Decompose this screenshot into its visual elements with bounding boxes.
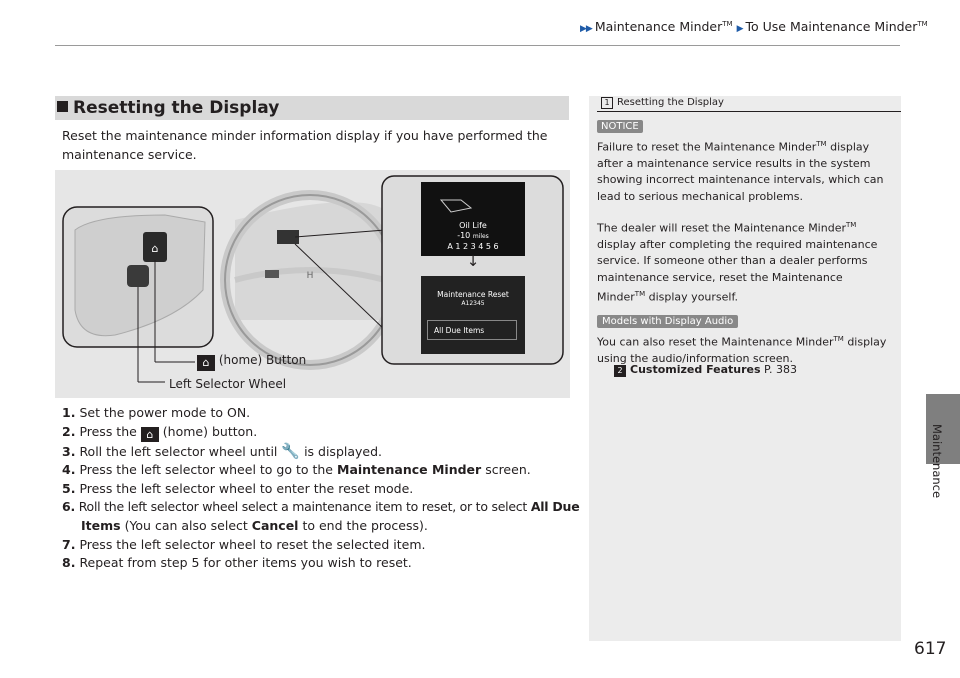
cross-reference[interactable]: 2 Customized Features P. 383	[614, 362, 797, 378]
svg-text:H: H	[306, 271, 314, 281]
breadcrumb-arrow-icon: ▶	[736, 24, 743, 34]
breadcrumb-item[interactable]: Maintenance Minder	[594, 19, 723, 34]
trademark: TM	[722, 19, 733, 28]
intro-text: Reset the maintenance minder information display if you have performed the maintenance service.	[62, 128, 548, 162]
note-panel-rule	[597, 111, 901, 112]
dealer-text: The dealer will reset the Maintenance Minder™ display after completing the required maintenance service. If someone other than a dealer performs maintenance service, reset the Maintenance Minder™ display yourself.	[597, 221, 878, 304]
home-button-caption: ⌂ (home) Button	[197, 353, 306, 371]
home-icon: ⌂	[141, 427, 159, 442]
page-number: 617	[914, 639, 947, 659]
left-selector-caption: Left Selector Wheel	[169, 377, 287, 391]
step-item: 1. Set the power mode to ON.	[62, 405, 251, 420]
step-item-continued: Items (You can also select Cancel to end the process).	[81, 517, 428, 533]
audio-text: You can also reset the Maintenance Minder™ display using the audio/information screen.	[597, 335, 887, 366]
breadcrumb-item[interactable]: To Use Maintenance Minder	[745, 19, 918, 34]
notice-badge: NOTICE	[597, 120, 643, 133]
maintenance-reset-display	[421, 290, 525, 308]
svg-text:↓: ↓	[466, 252, 480, 270]
oil-life-label: Oil Life	[459, 221, 487, 230]
reference-arrow-icon: 2	[614, 365, 626, 377]
step-item: 3. Roll the left selector wheel until 🔧 is displayed.	[62, 441, 383, 460]
models-badge: Models with Display Audio	[597, 315, 738, 328]
oil-life-display	[421, 221, 525, 252]
maintenance-reset-code: A12345	[461, 300, 485, 307]
oil-life-codes: A 1 2 3 4 5 6	[447, 242, 499, 251]
header-rule	[55, 45, 900, 46]
svg-text:⌂: ⌂	[151, 242, 159, 255]
note-link-icon: 1	[601, 97, 613, 109]
step-item: 4. Press the left selector wheel to go to the Maintenance Minder screen.	[62, 462, 531, 478]
steps-list	[62, 404, 580, 573]
home-icon: ⌂	[197, 355, 215, 371]
step-item: 7. Press the left selector wheel to reset the selected item.	[62, 536, 426, 552]
steering-wheel-figure	[55, 170, 570, 398]
step-item: 6. Roll the left selector wheel select a maintenance item to reset, or to select All Due	[62, 499, 580, 515]
step-item: 2. Press the ⌂ (home) button.	[62, 423, 258, 441]
note-panel-title: 1 Resetting the Display	[601, 97, 724, 109]
breadcrumb-arrow-icon: ▶▶	[580, 24, 592, 34]
oil-life-value: -10 miles	[457, 231, 489, 240]
step-item: 5. Press the left selector wheel to enter the reset mode.	[62, 480, 414, 496]
maintenance-reset-title: Maintenance Reset	[437, 290, 509, 299]
dashboard-illustration	[55, 170, 570, 398]
wrench-icon: 🔧	[281, 441, 301, 460]
all-due-items-option[interactable]: All Due Items	[427, 320, 517, 340]
notice-text: Failure to reset the Maintenance Minder™ display after a maintenance service results in the system showing incorrect maintenance intervals, which can lead to serious mechanical problems.	[597, 140, 884, 203]
trademark: TM	[917, 19, 928, 28]
step-item: 8. Repeat from step 5 for other items you wish to reset.	[62, 555, 412, 571]
chapter-tab-label: Maintenance	[930, 424, 944, 499]
breadcrumb	[580, 19, 928, 34]
section-title: Resetting the Display	[57, 98, 279, 118]
square-bullet-icon	[57, 101, 68, 112]
